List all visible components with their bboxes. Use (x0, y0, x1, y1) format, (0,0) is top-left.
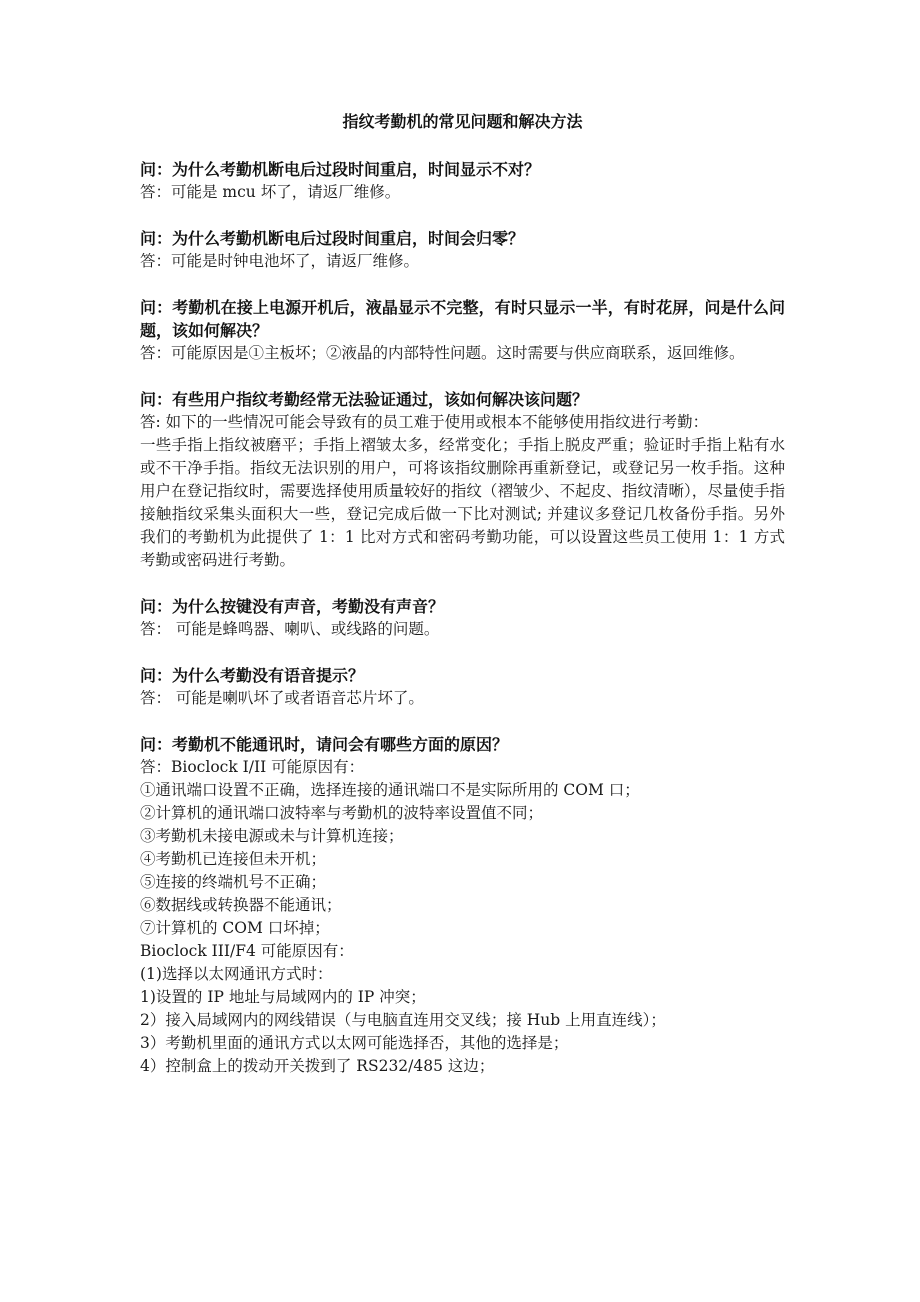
answer-line: 答：可能是 mcu 坏了，请返厂维修。 (140, 183, 401, 201)
question: 问：为什么按键没有声音，考勤没有声音？ (140, 597, 445, 616)
question: 问：考勤机不能通讯时，请问会有哪些方面的原因？ (140, 735, 509, 754)
answer-line: 1)设置的 IP 地址与局域网内的 IP 冲突； (140, 988, 426, 1006)
answer-line: 答： 可能是蜂鸣器、喇叭、或线路的问题。 (140, 620, 440, 638)
answer-line: ④考勤机已连接但未开机； (140, 850, 327, 868)
qa-block-1 (140, 158, 785, 204)
document-page (140, 110, 785, 1101)
answer-line: 2）接入局域网内的网线错误（与电脑直连用交叉线；接 Hub 上用直连线）； (140, 1011, 666, 1029)
question: 问：为什么考勤没有语音提示？ (140, 666, 365, 685)
qa-block-4 (140, 388, 785, 572)
document-title: 指纹考勤机的常见问题和解决方法 (342, 112, 583, 131)
answer-line: (1)选择以太网通讯方式时： (140, 965, 333, 983)
answer-line: 答：可能原因是①主板坏；②液晶的内部特性问题。这时需要与供应商联系，返回维修。 (140, 344, 745, 362)
answer-line: 一些手指上指纹被磨平；手指上褶皱太多，经常变化；手指上脱皮严重；验证时手指上粘有水或不干净手指。指纹无法识别的用户，可将该指纹删除再重新登记，或登记另一枚手指。这种用户在登记指纹时，需要选择使用质量较好的指纹（褶皱少、不起皮、指纹清晰），尽量使手指接触指纹采集头面积大一些，登记完成后做一下比对测试; 并建议多登记几枚备份手指。另外我们的考勤机为此提供了 1：1 比对方式和密码考勤功能，可以设置这些员工使用 1：1 方式考勤或密码进行考勤。 (140, 436, 785, 569)
answer-line: 3）考勤机里面的通讯方式以太网可能选择否，其他的选择是； (140, 1034, 569, 1052)
answer-line: ⑦计算机的 COM 口坏掉； (140, 919, 330, 937)
answer-line: 答: 如下的一些情况可能会导致有的员工难于使用或根本不能够使用指纹进行考勤： (140, 413, 709, 431)
question: 问：为什么考勤机断电后过段时间重启，时间会归零？ (140, 229, 525, 248)
qa-block-6 (140, 664, 785, 710)
answer-line: ⑥数据线或转换器不能通讯； (140, 896, 342, 914)
qa-block-3 (140, 296, 785, 365)
question: 问：考勤机在接上电源开机后，液晶显示不完整，有时只显示一半，有时花屏，问是什么问题，该如何解决？ (140, 298, 785, 340)
answer-line: ③考勤机未接电源或未与计算机连接； (140, 827, 404, 845)
answer-line: Bioclock III/F4 可能原因有： (140, 942, 354, 960)
question: 问：有些用户指纹考勤经常无法验证通过，该如何解决该问题？ (140, 390, 589, 409)
answer-line: 答： 可能是喇叭坏了或者语音芯片坏了。 (140, 689, 424, 707)
answer-line: ①通讯端口设置不正确，选择连接的通讯端口不是实际所用的 COM 口； (140, 781, 640, 799)
answer-line: ②计算机的通讯端口波特率与考勤机的波特率设置值不同； (140, 804, 544, 822)
answer-line: ⑤连接的终端机号不正确； (140, 873, 327, 891)
qa-block-2 (140, 227, 785, 273)
answer-line: 答：Bioclock I/II 可能原因有： (140, 758, 365, 776)
qa-block-5 (140, 595, 785, 641)
qa-block-7 (140, 733, 785, 1078)
answer-line: 4）控制盒上的拨动开关拨到了 RS232/485 这边； (140, 1057, 495, 1075)
question: 问：为什么考勤机断电后过段时间重启，时间显示不对？ (140, 160, 541, 179)
answer-line: 答：可能是时钟电池坏了，请返厂维修。 (140, 252, 420, 270)
